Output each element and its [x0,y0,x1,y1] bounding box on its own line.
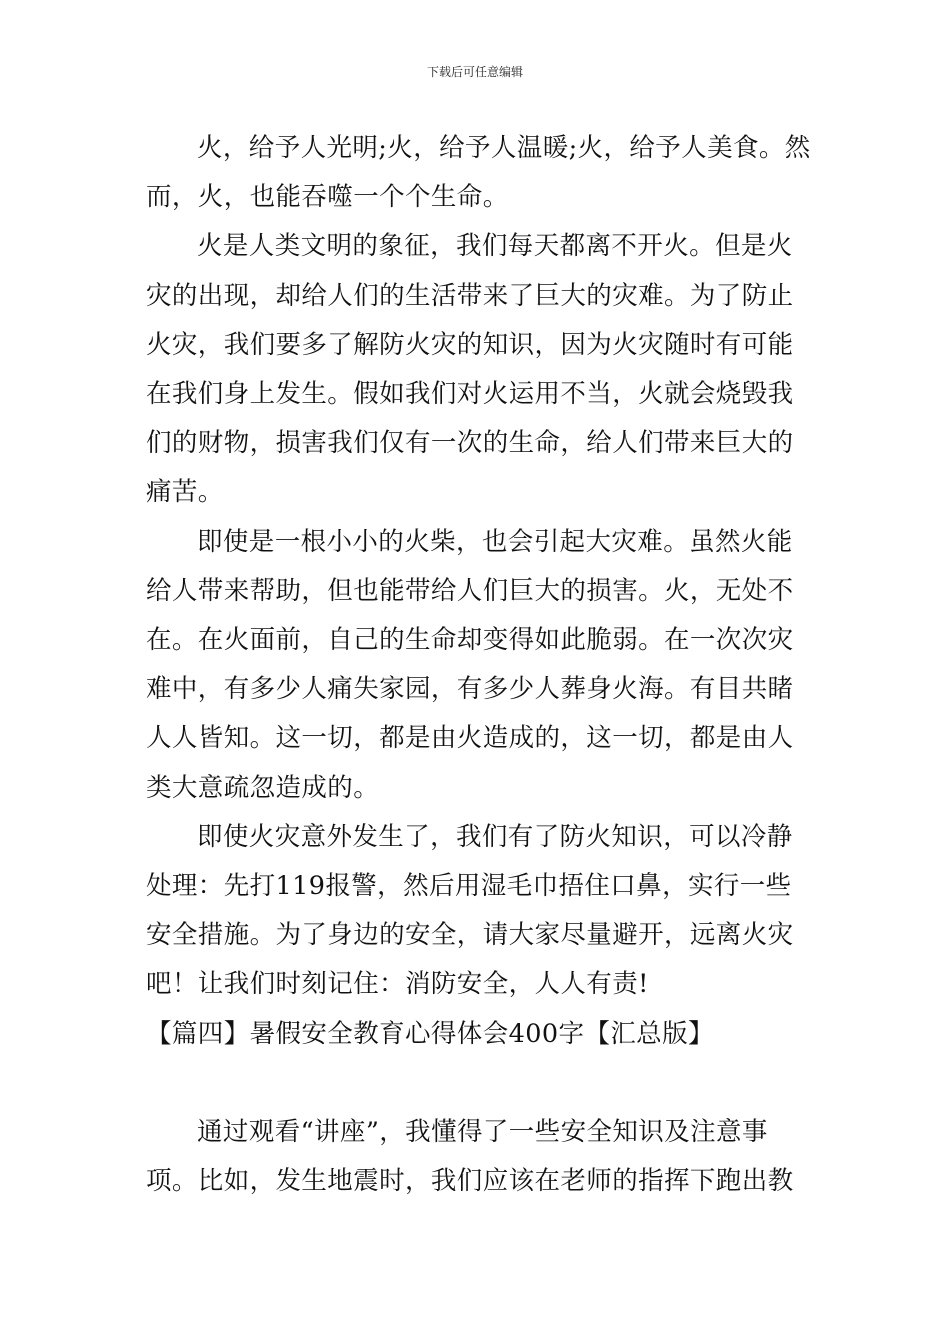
section-heading: 【篇四】暑假安全教育心得体会400字【汇总版】 [146,1018,714,1049]
paragraph-fire-response: 即使火灾意外发生了，我们有了防火知识，可以冷静处理：先打119报警，然后用湿毛巾捂住口鼻，实行一些安全措施。为了身边的安全，请大家尽量避开，远离火灾吧！让我们时刻记住：消防安全，人人有责! [146,821,794,1000]
page-header: 下载后可任意编辑 [426,65,523,79]
paragraph-small-match: 即使是一根小小的火柴，也会引起大灾难。虽然火能给人带来帮助，但也能带给人们巨大的损害。火，无处不在。在火面前，自己的生命却变得如此脆弱。在一次次灾难中，有多少人痛失家园，有多少人葬身火海。有目共睹人人皆知。这一切，都是由火造成的，这一切，都是由人类大意疏忽造成的。 [146,526,794,803]
document-body [146,124,816,1206]
paragraph-fire-civilization: 火是人类文明的象征，我们每天都离不开火。但是火灾的出现，却给人们的生活带来了巨大的灾难。为了防止火灾，我们要多了解防火灾的知识，因为火灾随时有可能在我们身上发生。假如我们对火运用不当，火就会烧毁我们的财物，损害我们仅有一次的生命，给人们带来巨大的痛苦。 [146,231,794,508]
paragraph-fire-gifts: 火，给予人光明;火，给予人温暖;火，给予人美食。然而，火，也能吞噬一个个生命。 [146,133,811,213]
blank-line [146,1059,816,1108]
paragraph-lecture: 通过观看“讲座”，我懂得了一些安全知识及注意事项。比如，发生地震时，我们应该在老师的指挥下跑出教 [146,1117,794,1197]
